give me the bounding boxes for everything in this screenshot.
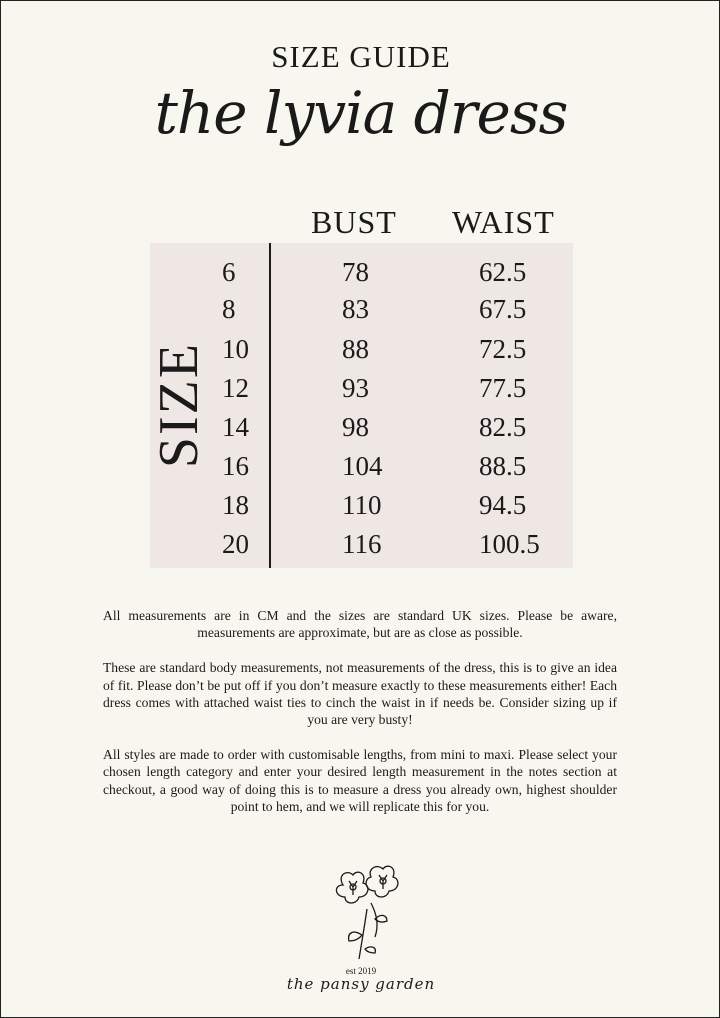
bust-cell: 83 [342, 294, 369, 324]
bust-cell: 93 [342, 373, 369, 403]
waist-cell: 94.5 [479, 490, 527, 520]
waist-cell: 100.5 [479, 529, 540, 559]
pansy-flower-icon [301, 863, 431, 963]
bust-cell: 116 [342, 529, 382, 559]
waist-cell: 72.5 [479, 334, 527, 364]
waist-column-header: WAIST [452, 204, 555, 240]
page-title: SIZE GUIDE [271, 39, 451, 74]
brand-name: the pansy garden [286, 975, 436, 993]
size-cell: 10 [222, 334, 249, 364]
size-cell: 14 [222, 412, 249, 442]
established-year: est 2019 [345, 966, 377, 976]
bust-cell: 78 [342, 257, 369, 287]
waist-cell: 67.5 [479, 294, 527, 324]
waist-cell: 88.5 [479, 451, 527, 481]
bust-cell: 104 [342, 451, 383, 481]
size-cell: 20 [222, 529, 249, 559]
size-cell: 6 [222, 257, 236, 287]
info-text [103, 607, 617, 833]
size-cell: 8 [222, 294, 236, 324]
size-cell: 16 [222, 451, 249, 481]
table-divider [269, 243, 271, 568]
size-cell: 18 [222, 490, 249, 520]
waist-cell: 77.5 [479, 373, 527, 403]
bust-cell: 88 [342, 334, 369, 364]
bust-cell: 98 [342, 412, 369, 442]
waist-cell: 82.5 [479, 412, 527, 442]
fit-note: These are standard body measurements, not measurements of the dress, this is to give an idea of fit. Please don’t be put off if you don’t measure exactly to these measurements either! Each dress comes with attached waist ties to cinch the waist in if needs be. Consider sizing up if you are very busty! [103, 660, 617, 728]
length-note: All styles are made to order with customisable lengths, from mini to maxi. Please select your chosen length category and enter your desired length measurement in the notes section at checkout, a good way of doing this is to measure a dress you already own, highest shoulder point to hem, and we will replicate this for you. [103, 747, 617, 814]
waist-cell: 62.5 [479, 257, 527, 287]
dress-name-heading: the lyvia dress [154, 79, 568, 147]
bust-cell: 110 [342, 490, 382, 520]
measurement-note: All measurements are in CM and the sizes are standard UK sizes. Please be aware, measurements are approximate, but are as close as possible. [103, 608, 617, 641]
size-cell: 12 [222, 373, 249, 403]
size-row-header: SIZE [148, 341, 210, 469]
bust-column-header: BUST [311, 204, 397, 240]
